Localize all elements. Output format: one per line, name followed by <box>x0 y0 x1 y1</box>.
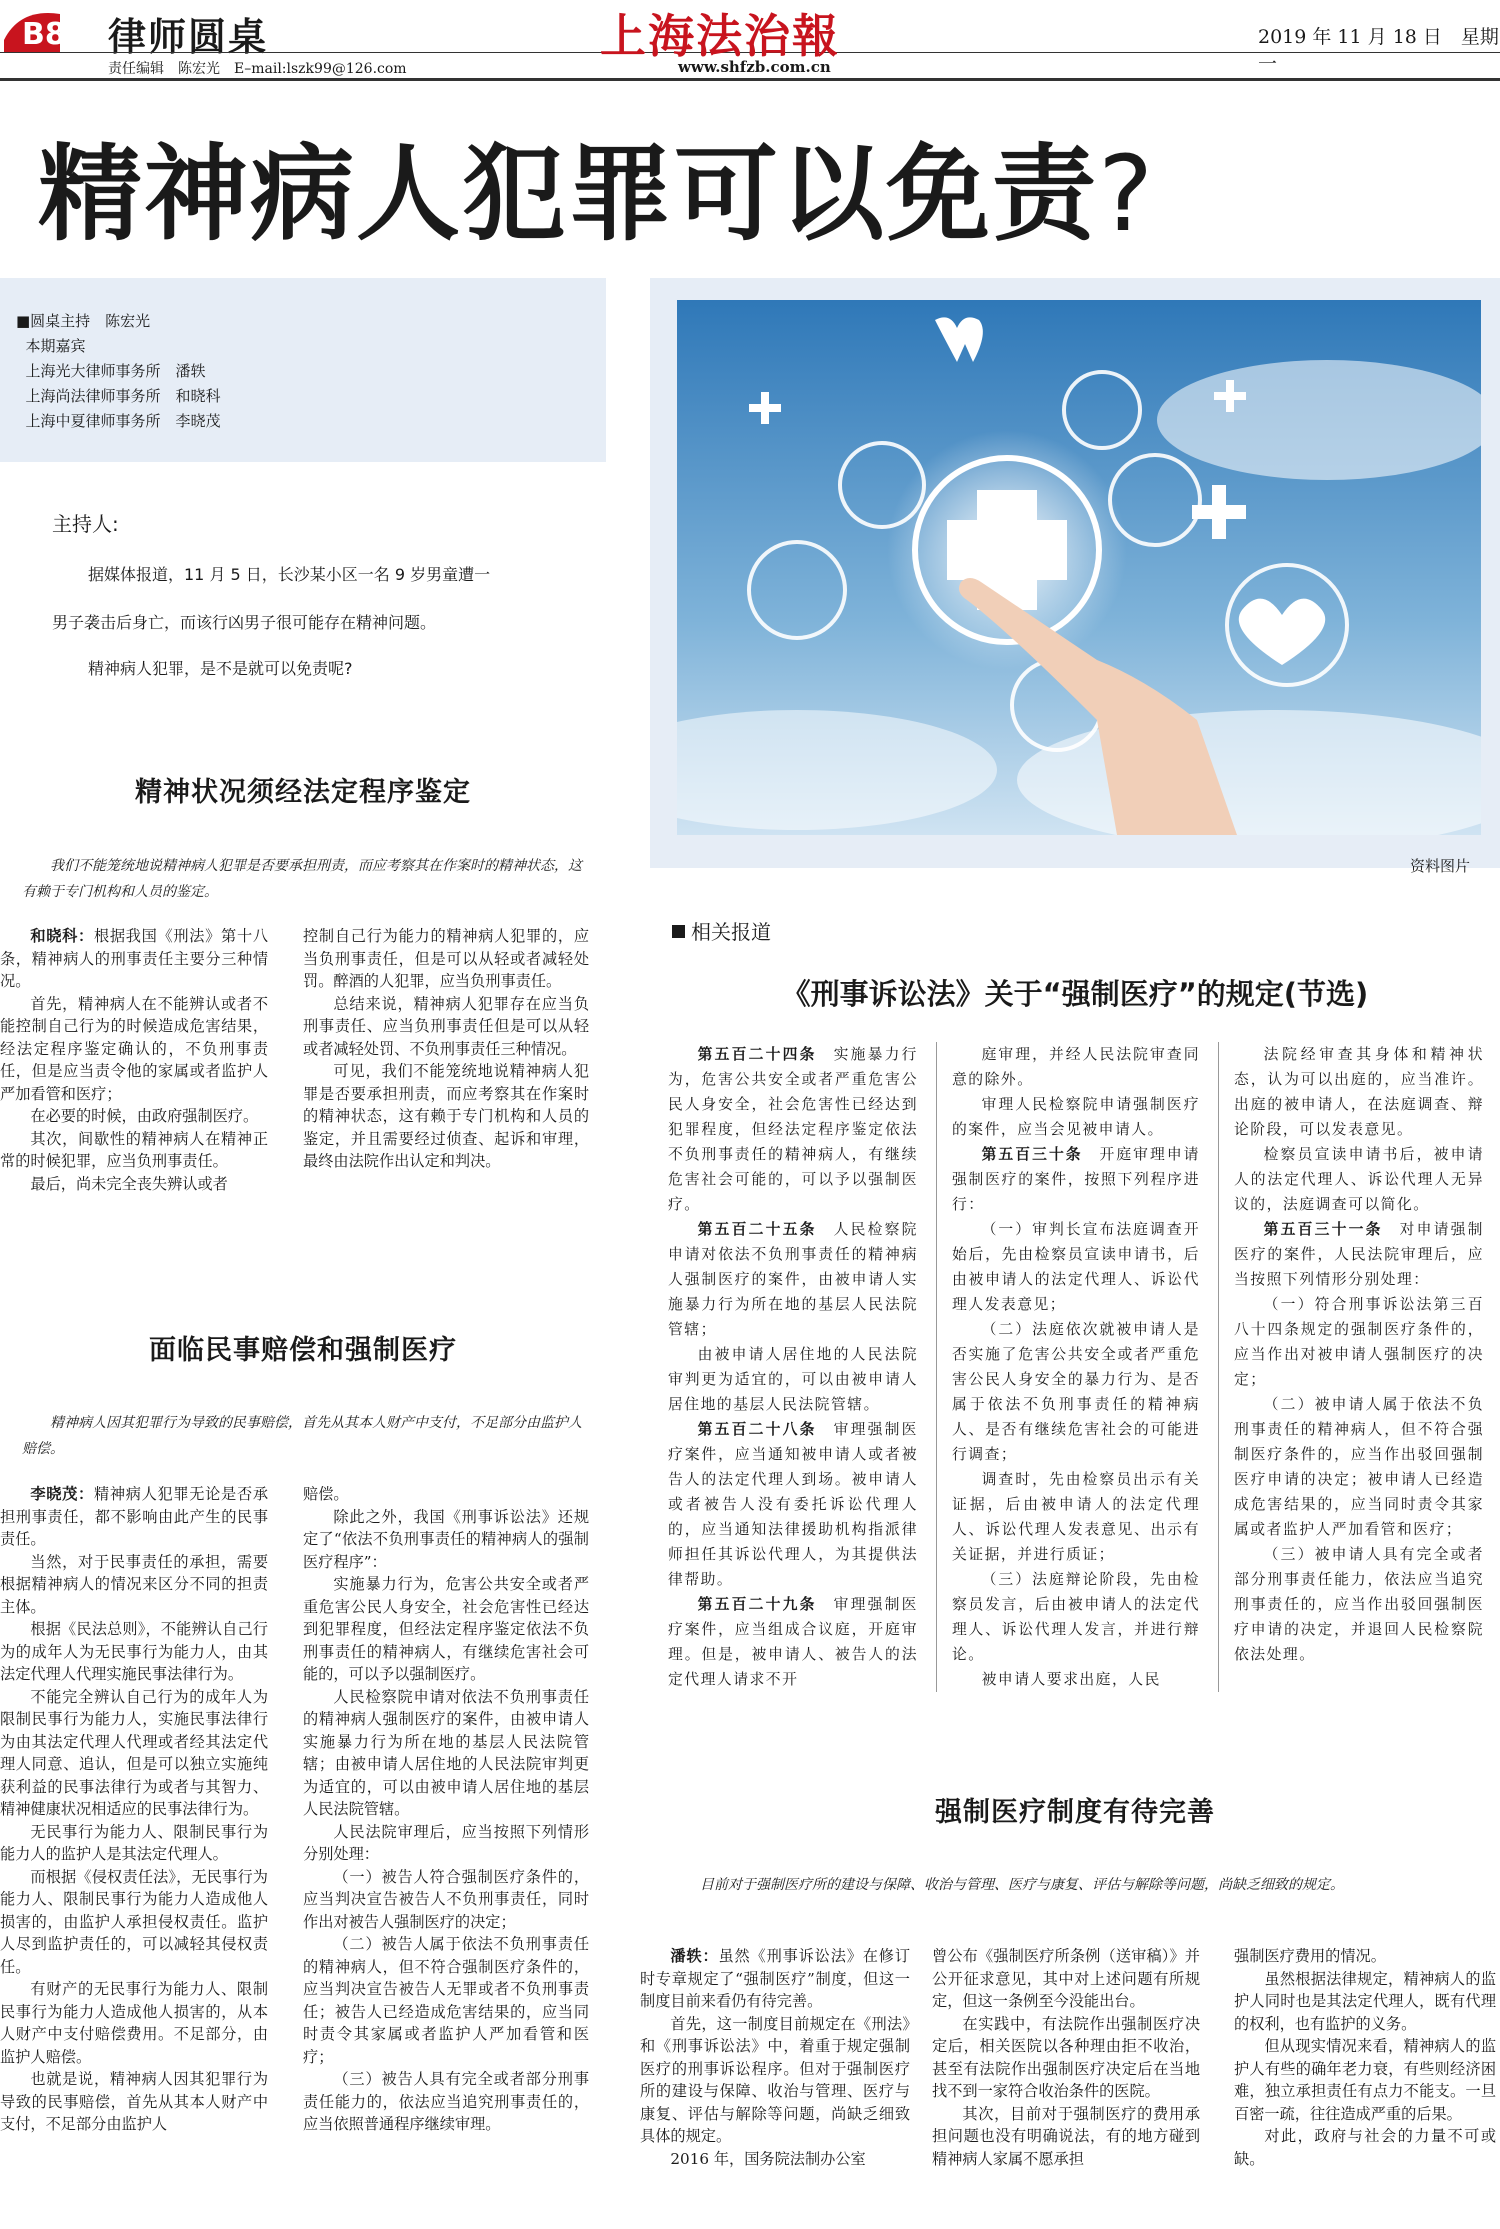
paragraph-text: 可见，我们不能笼统地说精神病人犯罪是否要承担刑责，而应考察其在作案时的精神状态，这有赖于专门机构和人员的鉴定，并且需要经过侦查、起诉和审理，最终由法院作出认定和判决。 <box>303 1062 589 1170</box>
paragraph-text: （三）被申请人具有完全或者部分刑事责任能力，依法应当追究刑事责任的，应当作出驳回强制医疗申请的决定，并退回人民检察院依法处理。 <box>1234 1546 1484 1663</box>
paragraph <box>303 1060 589 1173</box>
paragraph-text: （二）被告人属于依法不负刑事责任的精神病人，但不符合强制医疗条件的，应当判决宣告被告人无罪或者不负刑事责任；被告人已经造成危害结果的，应当同时责令其家属或者监护人严加看管和医疗； <box>303 1935 589 2066</box>
paragraph <box>1234 1217 1484 1292</box>
paragraph-text: 有财产的无民事行为能力人、限制民事行为能力人造成他人损害的，从本人财产中支付赔偿费用。不足部分，由监护人赔偿。 <box>0 1980 268 2066</box>
paragraph-text: 不能完全辨认自己行为的成年人为限制民事行为能力人，实施民事法律行为由其法定代理人代理或者经其法定代理人同意、追认，但是可以独立实施纯获利益的民事法律行为或者与其智力、精神健康状况相适应的民事法律行为。 <box>0 1687 268 1818</box>
paragraph <box>1234 2125 1496 2170</box>
paragraph <box>668 1342 918 1417</box>
paragraph <box>668 1217 918 1342</box>
speaker-name: 李晓茂： <box>30 1485 94 1503</box>
section2-title: 面临民事赔偿和强制医疗 <box>149 1335 457 1366</box>
paragraph-text: 赔偿。 <box>303 1485 349 1503</box>
guest-heading: 本期嘉宾 <box>16 337 86 355</box>
intro-line: 精神病人犯罪，是不是就可以免责呢? <box>88 659 353 678</box>
paragraph <box>0 1618 268 1686</box>
paragraph <box>0 1128 268 1173</box>
paragraph-text: 也就是说，精神病人因其犯罪行为导致的民事赔偿，首先从其本人财产中支付，不足部分由监护人 <box>0 2070 268 2133</box>
paragraph <box>640 1945 910 2013</box>
paragraph-text: 其次，间歇性的精神病人在精神正常的时候犯罪，应当负刑事责任。 <box>0 1129 268 1170</box>
paragraph <box>932 2103 1200 2171</box>
paragraph <box>0 1173 268 1196</box>
paragraph-text: （三）被告人具有完全或者部分刑事责任能力的，依法应当追究刑事责任的，应当依照普通程序继续审理。 <box>303 2070 589 2133</box>
paragraph-text: 除此之外，我国《刑事诉讼法》还规定了“依法不负刑事责任的精神病人的强制医疗程序”： <box>303 1507 589 1571</box>
paragraph <box>303 1506 589 1574</box>
paragraph <box>1234 1142 1484 1217</box>
paragraph-text: 无民事行为能力人、限制民事行为能力人的监护人是其法定代理人。 <box>0 1822 268 1863</box>
paragraph-text: 对申请强制医疗的案件，人民法院审理后，应当按照下列情形分别处理： <box>1234 1221 1484 1288</box>
paragraph-text: 首先，这一制度目前规定在《刑法》和《刑事诉讼法》中，着重于规定强制医疗的刑事诉讼程序。但对于强制医疗所的建设与保障、收治与管理、医疗与康复、评估与解除等问题，尚缺乏细致具体的规定。 <box>640 2014 910 2145</box>
paragraph-text: 人民检察院申请对依法不负刑事责任的精神病人强制医疗的案件，由被申请人实施暴力行为所在地的基层人民法院管辖； <box>668 1221 918 1338</box>
paragraph <box>0 1686 268 1821</box>
paragraph-text: 在必要的时候，由政府强制医疗。 <box>30 1107 259 1125</box>
section3-col2 <box>932 1945 1200 2227</box>
host-line: ■圆桌主持 陈宏光 <box>16 312 151 330</box>
section2-col2 <box>303 1483 589 2223</box>
section1-lead: 我们不能笼统地说精神病人犯罪是否要承担刑责，而应考察其在作案时的精神状态，这有赖于专门机构和人员的鉴定。 <box>22 858 582 900</box>
paragraph-text: 其次，目前对于强制医疗的费用承担问题也没有明确说法，有的地方碰到精神病人家属不愿承担 <box>932 2104 1200 2168</box>
paragraph-text: 总结来说，精神病人犯罪存在应当负刑事责任、应当负刑事责任但是可以从轻或者减轻处罚、不负刑事责任三种情况。 <box>303 994 589 1058</box>
paragraph <box>0 1866 268 1979</box>
paragraph <box>952 1092 1200 1142</box>
paragraph <box>1234 1292 1484 1392</box>
article-number: 第五百二十四条 <box>697 1046 817 1063</box>
paragraph-text: 首先，精神病人在不能辨认或者不能控制自己行为的时候造成危害结果，经法定程序鉴定确认的，不负刑事责任，但是应当责令他的家属或者监护人严加看管和医疗； <box>0 994 268 1103</box>
paragraph <box>668 1417 918 1592</box>
paragraph <box>952 1042 1200 1092</box>
paragraph-text: 庭审理，并经人民法院审查同意的除外。 <box>952 1046 1200 1088</box>
header-rule-thick <box>0 78 1500 81</box>
editor-line: 责任编辑 陈宏光 E–mail:lszk99@126.com <box>108 61 407 77</box>
paragraph-text: （三）法庭辩论阶段，先由检察员发言，后由被申请人的法定代理人、诉讼代理人发言，并进行辩论。 <box>952 1571 1200 1663</box>
section2-lead: 精神病人因其犯罪行为导致的民事赔偿，首先从其本人财产中支付，不足部分由监护人赔偿。 <box>22 1415 582 1457</box>
paragraph <box>0 925 268 993</box>
paragraph-text: （一）符合刑事诉讼法第三百八十四条规定的强制医疗条件的，应当作出对被申请人强制医疗的决定； <box>1234 1296 1484 1388</box>
paragraph <box>640 2013 910 2148</box>
photo-credit: 资料图片 <box>1410 857 1471 875</box>
paragraph-text: 根据我国《刑法》第十八条，精神病人的刑事责任主要分三种情况。 <box>0 927 268 990</box>
article-number: 第五百二十八条 <box>697 1421 817 1438</box>
paragraph-text: （一）被告人符合强制医疗条件的，应当判决宣告被告人不负刑事责任，同时作出对被告人强制医疗的决定； <box>303 1867 589 1931</box>
paragraph <box>0 1483 268 1551</box>
paragraph <box>303 1686 589 1821</box>
section3-title: 强制医疗制度有待完善 <box>935 1797 1215 1828</box>
paragraph-text: 当然，对于民事责任的承担，需要根据精神病人的情况来区分不同的担责主体。 <box>0 1552 268 1616</box>
paragraph-text: （一）审判长宣布法庭调查开始后，先由检察员宣读申请书，后由被申请人的法定代理人、诉讼代理人发表意见； <box>952 1221 1200 1313</box>
paragraph-text: 由被申请人居住地的人民法院审判更为适宜的，可以由被申请人居住地的基层人民法院管辖。 <box>668 1346 918 1413</box>
paragraph <box>640 2148 910 2171</box>
paragraph <box>303 925 589 993</box>
law-title: 《刑事诉讼法》关于“强制医疗”的规定(节选) <box>781 977 1369 1011</box>
paragraph <box>303 1573 589 1686</box>
intro-line: 男子袭击后身亡，而该行凶男子很可能存在精神问题。 <box>52 613 437 632</box>
paragraph-text: 精神病人犯罪无论是否承担刑事责任，都不影响由此产生的民事责任。 <box>0 1485 268 1548</box>
paragraph-text: 审理强制医疗案件，应当组成合议庭，开庭审理。但是，被申请人、被告人的法定代理人请求不开 <box>668 1596 918 1688</box>
paragraph <box>1234 1042 1484 1142</box>
website: www.shfzb.com.cn <box>678 58 831 76</box>
paragraph-text: （二）被申请人属于依法不负刑事责任的精神病人，但不符合强制医疗条件的，应当作出驳回强制医疗申请的决定；被申请人已经造成危害结果的，应当同时责令其家属或者监护人严加看管和医疗； <box>1234 1396 1484 1538</box>
paragraph <box>1234 1542 1484 1667</box>
paragraph <box>303 1483 589 1506</box>
paragraph-text: 人民检察院申请对依法不负刑事责任的精神病人强制医疗的案件，由被申请人实施暴力行为所在地的基层人民法院管辖；由被申请人居住地的人民法院审判更为适宜的，可以由被申请人居住地的基层人民法院管辖。 <box>303 1687 589 1818</box>
guest-line: 上海中夏律师事务所 李晓茂 <box>16 412 221 430</box>
paragraph <box>303 1933 589 2068</box>
page-badge <box>0 0 90 60</box>
square-bullet-icon <box>672 925 685 938</box>
paragraph-text: 调查时，先由检察员出示有关证据，后由被申请人的法定代理人、诉讼代理人发表意见、出示有关证据，并进行质证； <box>952 1471 1200 1563</box>
law-col1 <box>668 1042 918 1702</box>
section3-col1 <box>640 1945 910 2227</box>
paragraph-text: 虽然根据法律规定，精神病人的监护人同时也是其法定代理人，既有代理的权利，也有监护的义务。 <box>1234 1969 1496 2033</box>
paragraph-text: 实施暴力行为，危害公共安全或者严重危害公民人身安全，社会危害性已经达到犯罪程度，但经法定程序鉴定依法不负刑事责任的精神病人，有继续危害社会可能的，可以予以强制医疗。 <box>303 1575 589 1683</box>
paragraph <box>668 1042 918 1217</box>
article-number: 第五百二十九条 <box>697 1596 817 1613</box>
paragraph <box>303 993 589 1061</box>
guest-line: 上海尚法律师事务所 和晓科 <box>16 387 221 405</box>
paragraph-text: 根据《民法总则》，不能辨认自己行为的成年人为无民事行为能力人，由其法定代理人代理实施民事法律行为。 <box>0 1620 268 1683</box>
paragraph <box>0 1105 268 1128</box>
column-rule <box>936 1042 937 1692</box>
headline-main: 精神病人犯罪可以免责 <box>38 133 1099 255</box>
article-number: 第五百三十一条 <box>1263 1221 1383 1238</box>
paragraph-text: 但从现实情况来看，精神病人的监护人有些的确年老力衰，有些则经济困难，独立承担责任有点力不能支。一旦百密一疏，往往造成严重的后果。 <box>1234 2037 1496 2123</box>
headline-mark: ? <box>1098 133 1156 255</box>
section3-col3 <box>1234 1945 1496 2227</box>
paragraph <box>952 1142 1200 1217</box>
paragraph <box>303 2068 589 2136</box>
article-number: 第五百三十条 <box>981 1146 1083 1163</box>
paragraph-text: 开庭审理申请强制医疗的案件，按照下列程序进行： <box>952 1146 1200 1213</box>
column-rule <box>1218 1042 1219 1692</box>
paragraph <box>932 2013 1200 2103</box>
article-number: 第五百二十五条 <box>697 1221 817 1238</box>
paragraph <box>1234 1968 1496 2036</box>
medical-photo <box>677 300 1481 835</box>
law-col2 <box>952 1042 1200 1702</box>
paragraph-text: 审理强制医疗案件，应当通知被申请人或者被告人的法定代理人到场。被申请人或者被告人没有委托诉讼代理人的，应当通知法律援助机构指派律师担任其诉讼代理人，为其提供法律帮助。 <box>668 1421 918 1588</box>
page-badge-text: B8 <box>22 17 66 52</box>
paragraph <box>932 1945 1200 2013</box>
paragraph <box>952 1317 1200 1467</box>
paragraph-text: （二）法庭依次就被申请人是否实施了危害公共安全或者严重危害公民人身安全的暴力行为、是否属于依法不负刑事责任的精神病人、是否有继续危害社会的可能进行调查； <box>952 1321 1200 1463</box>
paragraph <box>952 1467 1200 1567</box>
masthead-logo: 上海法治報 <box>600 9 840 63</box>
paragraph <box>303 1866 589 1934</box>
paragraph-text: 强制医疗费用的情况。 <box>1234 1947 1386 1965</box>
related-label-text: 相关报道 <box>691 920 771 944</box>
speaker-name: 和晓科： <box>30 927 94 945</box>
paragraph <box>668 1592 918 1692</box>
law-col3 <box>1234 1042 1484 1702</box>
paragraph <box>952 1567 1200 1667</box>
paragraph-text: 审理人民检察院申请强制医疗的案件，应当会见被申请人。 <box>952 1096 1200 1138</box>
paragraph-text: 法院经审查其身体和精神状态，认为可以出庭的，应当准许。出庭的被申请人，在法庭调查、辩论阶段，可以发表意见。 <box>1234 1046 1484 1138</box>
related-label <box>672 916 771 945</box>
headline <box>38 110 1155 260</box>
paragraph-text: 实施暴力行为，危害公共安全或者严重危害公民人身安全，社会危害性已经达到犯罪程度，但经法定程序鉴定依法不负刑事责任的精神病人，有继续危害社会可能的，可以予以强制医疗。 <box>668 1046 918 1213</box>
section1-title: 精神状况须经法定程序鉴定 <box>135 777 471 808</box>
paragraph <box>1234 2035 1496 2125</box>
paragraph <box>0 993 268 1106</box>
paragraph-text: 曾公布《强制医疗所条例（送审稿）》并公开征求意见，其中对上述问题有所规定，但这一条例至今没能出台。 <box>932 1947 1200 2010</box>
intro-label: 主持人: <box>52 512 119 536</box>
paragraph-text: 检察员宣读申请书后，被申请人的法定代理人、诉讼代理人无异议的，法庭调查可以简化。 <box>1234 1146 1484 1213</box>
paragraph-text: 被申请人要求出庭，人民 <box>981 1671 1161 1688</box>
host-box <box>0 278 606 462</box>
guest-line: 上海光大律师事务所 潘轶 <box>16 362 206 380</box>
paragraph-text: 人民法院审理后，应当按照下列情形分别处理： <box>303 1822 589 1863</box>
paragraph-text: 控制自己行为能力的精神病人犯罪的，应当负刑事责任，但是可以从轻或者减轻处罚。醉酒的人犯罪，应当负刑事责任。 <box>303 927 589 990</box>
paragraph <box>0 2068 268 2136</box>
section-name: 律师圆桌 <box>108 15 269 59</box>
speaker-name: 潘轶： <box>670 1947 719 1965</box>
paragraph <box>0 1821 268 1866</box>
paragraph-text: 2016 年，国务院法制办公室 <box>670 2149 866 2168</box>
paragraph-text: 最后，尚未完全丧失辨认或者 <box>30 1174 228 1193</box>
paragraph <box>1234 1392 1484 1542</box>
paragraph-text: 虽然《刑事诉讼法》在修订时专章规定了“强制医疗”制度，但这一制度目前来看仍有待完善。 <box>640 1947 910 2010</box>
section3-lead: 目前对于强制医疗所的建设与保障、收治与管理、医疗与康复、评估与解除等问题，尚缺乏细致的规定。 <box>700 1877 1344 1893</box>
paragraph <box>1234 1945 1496 1968</box>
paragraph <box>0 1551 268 1619</box>
paragraph <box>952 1217 1200 1317</box>
paragraph-text: 而根据《侵权责任法》，无民事行为能力人、限制民事行为能力人造成他人损害的，由监护人承担侵权责任。监护人尽到监护责任的，可以减轻其侵权责任。 <box>0 1867 268 1976</box>
section1-col1 <box>0 925 268 1265</box>
paragraph <box>952 1667 1200 1692</box>
issue-date: 2019 年 11 月 18 日 星期一 <box>1258 26 1499 75</box>
section2-col1 <box>0 1483 268 2223</box>
paragraph <box>0 1978 268 2068</box>
paragraph <box>303 1821 589 1866</box>
paragraph-text: 在实践中，有法院作出强制医疗决定后，相关医院以各种理由拒不收治，甚至有法院作出强制医疗决定后在当地找不到一家符合收治条件的医院。 <box>932 2014 1200 2100</box>
paragraph-text: 对此，政府与社会的力量不可或缺。 <box>1234 2127 1496 2168</box>
section1-col2 <box>303 925 589 1265</box>
intro-line: 据媒体报道，11 月 5 日，长沙某小区一名 9 岁男童遭一 <box>88 565 491 584</box>
